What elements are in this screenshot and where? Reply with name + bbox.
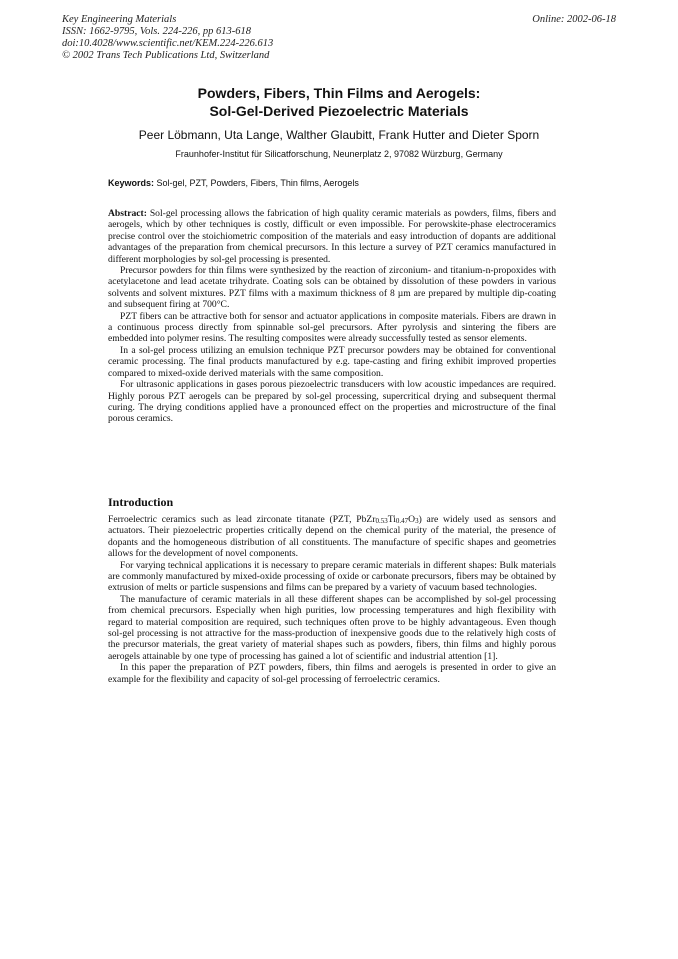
issn-line: ISSN: 1662-9795, Vols. 224-226, pp 613-618 [62, 26, 251, 37]
affiliation: Fraunhofer-Institut für Silicatforschung, Neunerplatz 2, 97082 Würzburg, Germany [175, 149, 503, 159]
title-line-2: Sol-Gel-Derived Piezoelectric Materials [209, 103, 469, 119]
title-line-1: Powders, Fibers, Thin Films and Aerogels: [197, 85, 481, 101]
intro-paragraph-2: For varying technical applications it is necessary to prepare ceramic materials in different shapes: Bulk materials are commonly manufactured by mixed-oxide processing of oxide or carbonate precursors, fibers may be obtained by extrusion of melts or particle suspensions and films can be prepared by a variety of vacuum based technologies. [108, 559, 556, 594]
keywords-label: Keywords: [108, 178, 155, 188]
journal-header [62, 14, 273, 62]
paper-title [0, 84, 678, 120]
abstract-section [108, 208, 556, 425]
abstract-label: Abstract: [108, 208, 147, 219]
author-list: Peer Löbmann, Uta Lange, Walther Glaubitt, Frank Hutter and Dieter Sporn [138, 128, 540, 142]
intro-paragraph-3: The manufacture of ceramic materials in all these different shapes can be accomplished by sol-gel processing from chemical precursors. Especially when high purities, low processing temperatures and high flexibility with regard to material composition are required, such techniques often prove to be highly advantageous. Even though sol-gel processing is not attractive for the mass-production of inexpensive goods due to the relatively high costs of the precursor materials, the great variety of material shapes such as powders, fibers, thin films and highly porous aerogels attainable by one type of processing has gained a lot of scientific and industrial attention [1]. [108, 593, 556, 662]
introduction-heading: Introduction [108, 495, 174, 509]
abstract-paragraph-5: For ultrasonic applications in gases porous piezoelectric transducers with low acoustic impedances are required. Highly porous PZT aerogels can be prepared by sol-gel processing, supercritical drying and subsequent thermal curing. The drying conditions applied have a pronounced effect on the properties and microstructure of the final porous ceramics. [108, 379, 556, 425]
doi-line: doi:10.4028/www.scientific.net/KEM.224-226.613 [62, 38, 274, 49]
intro-text-1d: ) are widely used as sensors and actuators. Their piezoelectric properties critically depend on the chemical purity of the material, the presence of dopants and the homogeneous distribution of all constituents. The manufacture of specific shapes and geometries allows for the development of novel components. [108, 514, 556, 560]
online-date: Online: 2002-06-18 [532, 14, 616, 25]
intro-paragraph-1 [108, 514, 556, 560]
abstract-text-1: Sol-gel processing allows the fabrication of high quality ceramic materials as powders, films, fibers and aerogels, which by other techniques is costly, difficult or even impossible. For perowskite-phase electroceramics precise control over the stoichiometric composition of the materials and easy introduction of dopants are additional advantages of the preparation from chemical precursors. In this lecture a survey of PZT ceramics manufactured in different morphologies by sol-gel processing is presented. [108, 208, 556, 265]
intro-text-1c: O [408, 514, 416, 525]
intro-paragraph-4: In this paper the preparation of PZT powders, fibers, thin films and aerogels is presented in order to give an example for the flexibility and capacity of sol-gel processing of ferroelectric ceramics. [108, 662, 556, 685]
intro-text-1a: Ferroelectric ceramics such as lead zirconate titanate (PZT, PbZr [108, 514, 376, 525]
abstract-paragraph-4: In a sol-gel process utilizing an emulsion technique PZT precursor powders may be obtained for conventional ceramic processing. The final products manufactured by e.g. tape-casting and firing exhibit improved properties compared to mixed-oxide derived materials with the same composition. [108, 344, 556, 379]
introduction-section [108, 514, 556, 685]
keywords-text: Sol-gel, PZT, Powders, Fibers, Thin films, Aerogels [154, 178, 359, 188]
formula-subscript-ti: 0.47 [395, 517, 409, 525]
abstract-paragraph-2: Precursor powders for thin films were synthesized by the reaction of zirconium- and titanium-n-propoxides with acetylacetone and lead acetate trihydrate. Coating sols can be obtained by dissolution of these powders in various solvents and solvent mixtures. PZT films with a maximum thickness of 8 µm are prepared by multiple dip-coating and subsequent firing at 700°C. [108, 265, 556, 311]
formula-subscript-zr: 0.53 [375, 517, 388, 525]
journal-name: Key Engineering Materials [62, 14, 177, 25]
formula-subscript-o: 3 [415, 517, 419, 525]
abstract-paragraph-3: PZT fibers can be attractive both for sensor and actuator applications in composite materials. Fibers are drawn in a continuous process directly from spinnable sol-gel precursors. After pyrolysis and sintering the fibers are embedded into polymer resins. The resulting composites were already successfully tested as sensor elements. [108, 310, 556, 345]
copyright-line: © 2002 Trans Tech Publications Ltd, Switzerland [62, 50, 270, 61]
abstract-paragraph-1 [108, 208, 556, 265]
intro-text-1b: Ti [387, 514, 396, 525]
keywords-line [108, 178, 359, 188]
